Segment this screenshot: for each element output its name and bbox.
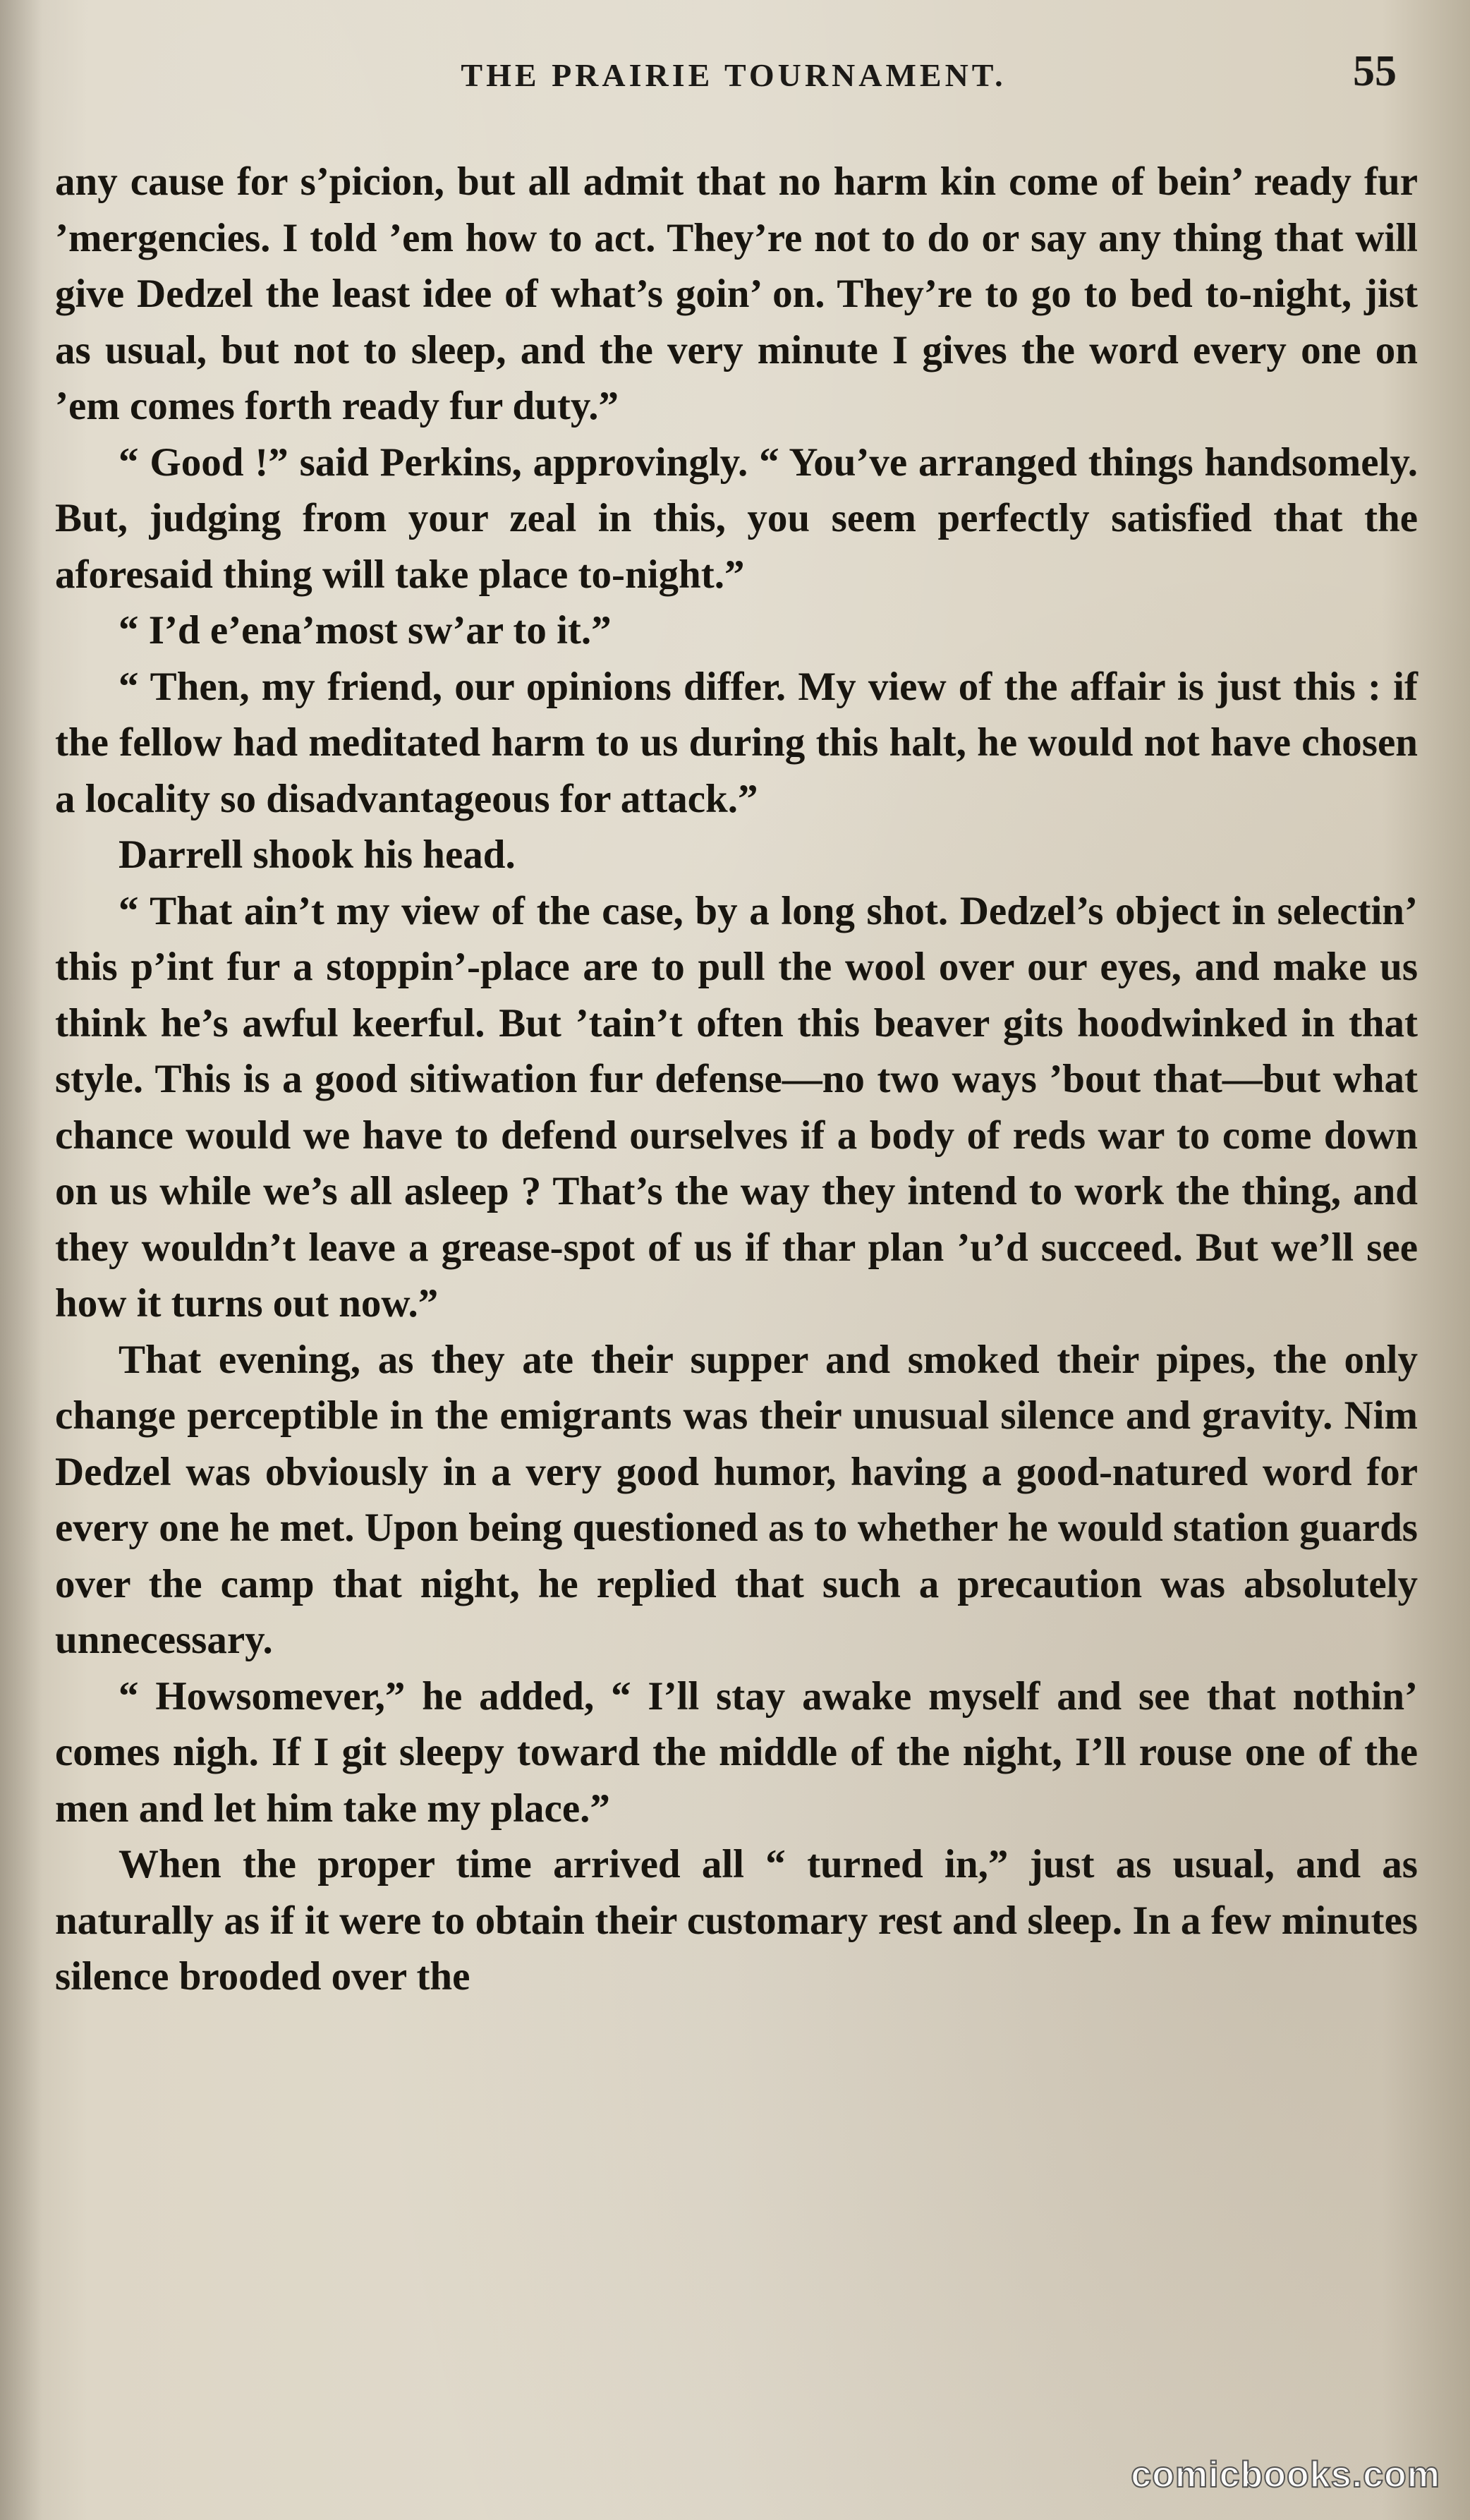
binding-shadow [0, 0, 42, 2520]
paragraph-9: When the proper time arrived all “ turned in,” just as usual, and as naturally as if it were to obtain their customary rest and sleep. In a few minutes silence brooded over the [55, 1842, 1418, 1999]
page-header [56, 42, 1411, 106]
paragraph-8: “ Howsomever,” he added, “ I’ll stay awake myself and see that nothin’ comes nigh. If I git sleepy toward the middle of the night, I’ll rouse one of the men and let him take my place.” [55, 1673, 1418, 1831]
page-number: 55 [1353, 47, 1397, 95]
paragraph-1: any cause for s’picion, but all admit that no harm kin come of bein’ ready fur ’mergencies. I told ’em how to act. They’re not to do or say any thing that will give Dedzel the least idee of what’s goin’ on. They’re to go to bed to-night, jist as usual, but not to sleep, and the very minute I gives the word every one on ’em comes forth ready fur duty.” [55, 159, 1418, 428]
paragraph-5: Darrell shook his head. [119, 832, 516, 877]
paragraph-6: “ That ain’t my view of the case, by a long shot. Dedzel’s object in selectin’ this p’int fur a stoppin’-place are to pull the wool over our eyes, and make us think he’s awful keerful. But ’tain’t often this beaver gits hoodwinked in that style. This is a good sitiwation fur defense—no two ways ’bout that—but what chance would we have to defend ourselves if a body of reds war to come down on us while we’s all asleep ? That’s the way they intend to work the thing, and they wouldn’t leave a grease-spot of us if thar plan ’u’d succeed. But we’ll see how it turns out now.” [55, 888, 1418, 1326]
paragraph-7: That evening, as they ate their supper and smoked their pipes, the only change perceptible in the emigrants was their unusual silence and gravity. Nim Dedzel was obviously in a very good humor, having a good-natured word for every one he met. Upon being questioned as to whether he would station guards over the camp that night, he replied that such a precaution was absolutely unnecessary. [55, 1337, 1418, 1662]
paragraph-4: “ Then, my friend, our opinions differ. My view of the affair is just this : if the fellow had meditated harm to us during this halt, he would not have chosen a locality so disadvantageous for attack.” [55, 664, 1418, 821]
running-head: THE PRAIRIE TOURNAMENT. [461, 57, 1007, 93]
paragraph-3: “ I’d e’ena’most sw’ar to it.” [119, 608, 612, 653]
site-watermark: comicbooks.com [1131, 2454, 1440, 2495]
body-text [55, 154, 1418, 2005]
paragraph-2: “ Good !” said Perkins, approvingly. “ You’ve arranged things handsomely. But, judging from your zeal in this, you seem perfectly satisfied that the aforesaid thing will take place to-night.” [55, 440, 1418, 597]
